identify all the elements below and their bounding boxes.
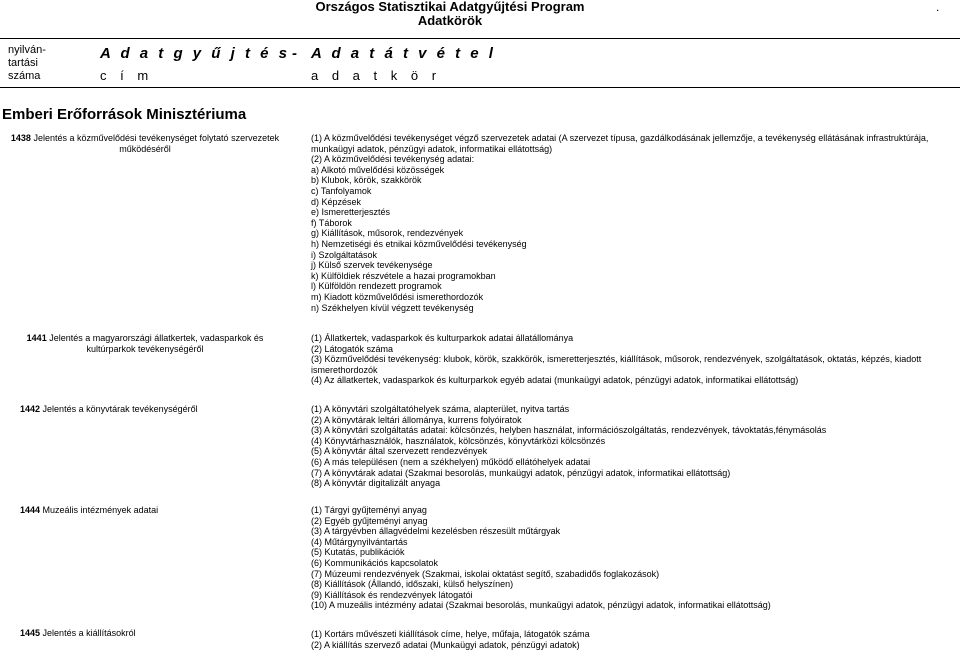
data-item: e) Ismeretterjesztés <box>311 207 391 218</box>
data-item: l) Külföldön rendezett programok <box>311 281 442 292</box>
data-item: (2) Látogatók száma <box>311 343 394 354</box>
data-item: (6) A más településen (nem a székhelyen) működő ellátóhelyek adatai <box>311 456 591 467</box>
collection-title: Muzeális intézmények adatai <box>42 505 159 515</box>
registration-number-header <box>8 44 46 83</box>
data-item: g) Kiállítások, műsorok, rendezvények <box>311 228 464 239</box>
header-bottom-rule <box>0 87 960 88</box>
entry-1441-title <box>10 333 280 354</box>
entry-1442-title <box>20 404 250 415</box>
data-item: (1) Tárgyi gyűjteményi anyag <box>311 505 427 515</box>
header-top-rule <box>0 38 960 39</box>
data-item: (3) Közművelődési tevékenység: klubok, körök, szakkörök, ismeretterjesztés, kiállítások, műsorok, rendezvények, szolgáltatások, oktatás, képzés, kiadott ismerethordozók <box>311 354 922 375</box>
registration-header-line-2: tartási <box>8 57 38 69</box>
registration-header-line-1: nyilván- <box>8 44 46 56</box>
data-item: (4) Az állatkertek, vadasparkok és kulturparkok egyéb adatai (munkaügyi adatok, pénzügyi adatok, informatikai ellátottság) <box>311 375 799 386</box>
data-column-header: a d a t k ö r <box>311 68 442 83</box>
data-item: (2) A könyvtárak leltári állománya, kurrens folyóiratok <box>311 414 522 425</box>
data-item: h) Nemzetiségi és etnikai közművelődési tevékenység <box>311 238 527 249</box>
document-title: Országos Statisztikai Adatgyűjtési Program <box>315 0 585 14</box>
data-item: (8) A könyvtár digitalizált anyaga <box>311 478 441 489</box>
data-item: (2) Egyéb gyűjteményi anyag <box>311 515 428 526</box>
title-column-header: c í m <box>100 68 154 83</box>
data-item: (3) A könyvtári szolgáltatás adatai: kölcsönzés, helyben használat, információszolgáltatás, rendezvények, távoktatás,fénymásolás <box>311 425 827 436</box>
data-item: (3) A tárgyévben állagvédelmi kezelésben részesült műtárgyak <box>311 526 561 537</box>
data-item: d) Képzések <box>311 196 362 207</box>
data-item: b) Klubok, körök, szakkörök <box>311 175 422 186</box>
registration-number: 1441 <box>26 333 47 343</box>
data-item: (1) A közművelődési tevékenységet végző szervezetek adatai (A szervezet típusa, gazdálkodásának jellemzője, a tevékenység ellátásának infrastruktúrája, munkaügyi adatok, pénzügyi adatok, informatikai ellátottság) <box>311 133 929 154</box>
collection-title: Jelentés a közművelődési tevékenységet folytató szervezetek működéséről <box>33 133 280 154</box>
entry-1445-data-items <box>311 629 951 650</box>
collection-header: A d a t g y ű j t é s <box>100 45 290 62</box>
document-title-block <box>0 0 900 28</box>
data-item: (2) A közművelődési tevékenység adatai: <box>311 154 475 165</box>
document-subtitle: Adatkörök <box>417 13 483 28</box>
data-item: i) Szolgáltatások <box>311 249 378 260</box>
data-item: (5) Kutatás, publikációk <box>311 547 405 558</box>
data-item: (6) Kommunikációs kapcsolatok <box>311 557 439 568</box>
registration-number: 1444 <box>20 505 41 515</box>
data-item: (8) Kiállítások (Állandó, időszaki, külső helyszínen) <box>311 579 514 590</box>
transfer-header: A d a t á t v é t e l <box>311 45 496 62</box>
entry-1444-data-items <box>311 505 951 611</box>
data-item: (5) A könyvtár által szervezett rendezvények <box>311 446 488 457</box>
collection-title: Jelentés a könyvtárak tevékenységéről <box>42 404 198 414</box>
entry-1438-data-items <box>311 133 951 313</box>
data-item: a) Alkotó művelődési közösségek <box>311 164 445 175</box>
data-item: (4) Könyvtárhasználók, használatok, kölcsönzés, könyvtárközi kölcsönzés <box>311 435 606 446</box>
data-item: (1) Kortárs művészeti kiállítások címe, helye, műfaja, látogatók száma <box>311 629 590 639</box>
data-item: (2) A kiállítás szervező adatai (Munkaügyi adatok, pénzügyi adatok) <box>311 639 580 650</box>
data-item: (4) Műtárgynyilvántartás <box>311 536 408 547</box>
header-dash: - <box>292 45 300 62</box>
ministry-heading: Emberi Erőforrások Minisztériuma <box>2 106 247 123</box>
data-item: (10) A muzeális intézmény adatai (Szakmai besorolás, munkaügyi adatok, pénzügyi adatok, informatikai ellátottság) <box>311 600 771 611</box>
data-item: n) Székhelyen kívül végzett tevékenység <box>311 302 474 313</box>
entry-1438-title <box>10 133 280 154</box>
collection-title: Jelentés a kiállításokról <box>42 628 136 638</box>
data-item: (9) Kiállítások és rendezvények látogatói <box>311 589 473 600</box>
entry-1441-data-items <box>311 333 951 386</box>
collection-title: Jelentés a magyarországi állatkertek, vadasparkok és kultúrparkok tevékenységéről <box>49 333 264 354</box>
data-item: f) Táborok <box>311 217 352 228</box>
data-item: m) Kiadott közművelődési ismerethordozók <box>311 291 484 302</box>
data-item: (7) Múzeumi rendezvények (Szakmai, iskolai oktatást segítő, szabadidős foglakozások) <box>311 568 660 579</box>
entry-1445-title <box>20 628 250 639</box>
entry-1444-title <box>20 505 250 516</box>
data-item: c) Tanfolyamok <box>311 185 372 196</box>
data-item: (7) A könyvtárak adatai (Szakmai besorolás, munkaügyi adatok, pénzügyi adatok, informatikai ellátottság) <box>311 467 731 478</box>
registration-number: 1442 <box>20 404 41 414</box>
registration-number: 1438 <box>10 133 31 143</box>
registration-number: 1445 <box>20 628 41 638</box>
data-item: j) Külső szervek tevékenysége <box>311 260 433 271</box>
corner-mark: . <box>936 0 940 14</box>
data-item: (1) Állatkertek, vadasparkok és kulturparkok adatai állatállománya <box>311 333 574 343</box>
registration-header-line-3: száma <box>8 70 41 82</box>
data-item: k) Külföldiek részvétele a hazai programokban <box>311 270 496 281</box>
data-item: (1) A könyvtári szolgáltatóhelyek száma, alapterület, nyitva tartás <box>311 404 570 414</box>
entry-1442-data-items <box>311 404 951 489</box>
